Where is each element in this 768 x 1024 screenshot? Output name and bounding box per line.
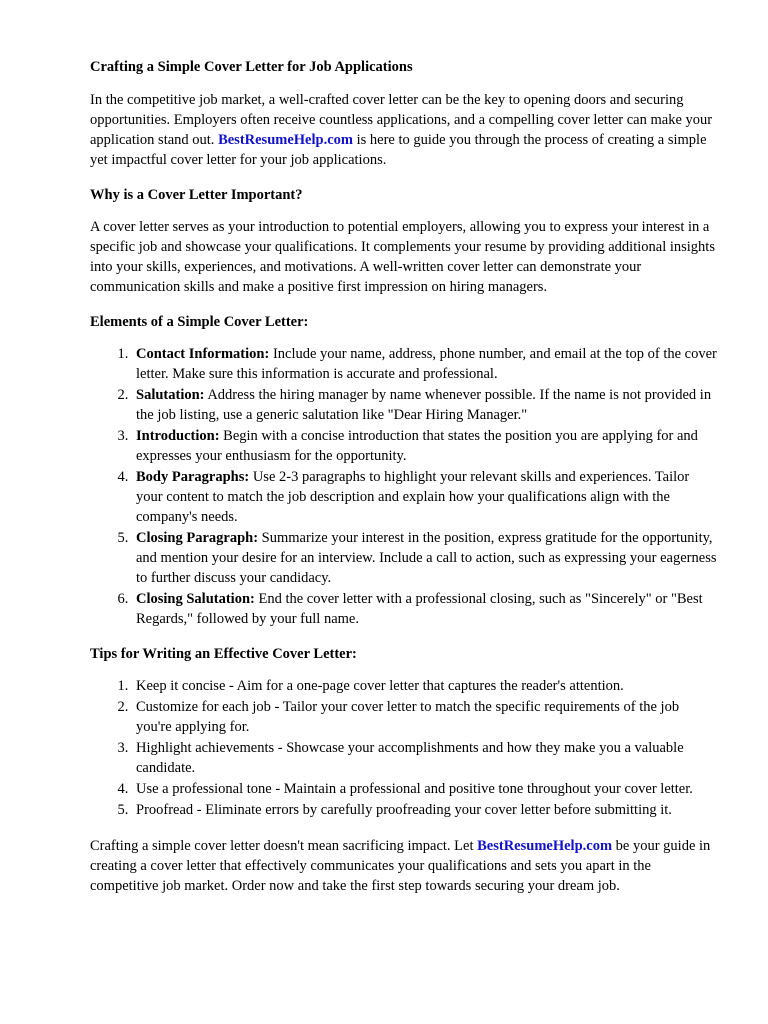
list-item-text: Customize for each job - Tailor your cover letter to match the specific requirements of the job you're applying for.: [136, 698, 680, 735]
section-heading-tips: Tips for Writing an Effective Cover Letter:: [90, 645, 357, 662]
list-item: [132, 738, 718, 778]
list-item: [132, 779, 718, 799]
list-item: [132, 528, 718, 588]
list-item-label: Contact Information:: [136, 345, 270, 362]
list-item: [132, 344, 718, 384]
intro-text-after-link: is here to guide you through the process of creating a simple yet impactful cover letter for your job applications.: [90, 132, 707, 169]
list-item-label: Salutation:: [136, 386, 205, 403]
list-item: [132, 589, 718, 629]
closing-paragraph: [90, 836, 718, 896]
list-item-label: Body Paragraphs:: [136, 468, 250, 485]
list-item: [132, 800, 718, 820]
list-item-text: Begin with a concise introduction that states the position you are applying for and expresses your enthusiasm for the opportunity.: [136, 427, 698, 464]
list-item-text: Use 2-3 paragraphs to highlight your relevant skills and experiences. Tailor your content to match the job description and explain how your qualifications align with the company's needs.: [136, 468, 690, 525]
bestresumehelp-link-intro[interactable]: BestResumeHelp.com: [218, 132, 353, 149]
list-item-text: End the cover letter with a professional closing, such as "Sincerely" or "Best Regards," followed by your full name.: [136, 590, 703, 627]
list-item-text: Highlight achievements - Showcase your accomplishments and how they make you a valuable candidate.: [136, 739, 684, 776]
section-heading-elements: Elements of a Simple Cover Letter:: [90, 313, 309, 330]
elements-list: [90, 344, 718, 629]
list-item-text: Include your name, address, phone number, and email at the top of the cover letter. Make sure this information is accurate and professional.: [136, 345, 717, 382]
bestresumehelp-link-closing[interactable]: BestResumeHelp.com: [477, 837, 613, 854]
closing-text-before-link: Crafting a simple cover letter doesn't mean sacrificing impact. Let: [90, 837, 478, 854]
list-item: [132, 385, 718, 425]
list-item: [132, 426, 718, 466]
page-title: Crafting a Simple Cover Letter for Job Applications: [90, 59, 413, 75]
intro-paragraph: [90, 90, 718, 170]
list-item-label: Introduction:: [136, 427, 220, 444]
closing-text-after-link: be your guide in creating a cover letter that effectively communicates your qualifications and sets you apart in the competitive job market. Order now and take the first step towards securing your dream job.: [90, 837, 711, 894]
list-item-text: Proofread - Eliminate errors by carefully proofreading your cover letter before submitting it.: [136, 801, 672, 818]
list-item-text: Summarize your interest in the position, express gratitude for the opportunity, and mention your desire for an interview. Include a call to action, such as expressing your eagerness to further discuss your candidacy.: [136, 529, 717, 586]
list-item: [132, 676, 718, 696]
list-item-text: Address the hiring manager by name whenever possible. If the name is not provided in the job listing, use a generic salutation like "Dear Hiring Manager.": [136, 386, 712, 423]
intro-text-before-link: In the competitive job market, a well-crafted cover letter can be the key to opening doors and securing opportunities. Employers often receive countless applications, and a compelling cover letter can make your application stand out.: [90, 92, 713, 149]
list-item: [132, 697, 718, 737]
section-why-important-body: A cover letter serves as your introduction to potential employers, allowing you to express your interest in a specific job and showcase your qualifications. It complements your resume by providing additional insights into your skills, experiences, and motivations. A well-written cover letter can demonstrate your communication skills and make a positive first impression on hiring managers.: [90, 218, 715, 295]
section-heading-why-important: Why is a Cover Letter Important?: [90, 187, 303, 204]
list-item-label: Closing Salutation:: [136, 590, 255, 607]
list-item-label: Closing Paragraph:: [136, 529, 259, 546]
list-item: [132, 467, 718, 527]
tips-list: [90, 676, 718, 820]
list-item-text: Keep it concise - Aim for a one-page cover letter that captures the reader's attention.: [136, 677, 624, 694]
list-item-text: Use a professional tone - Maintain a professional and positive tone throughout your cover letter.: [136, 780, 693, 797]
